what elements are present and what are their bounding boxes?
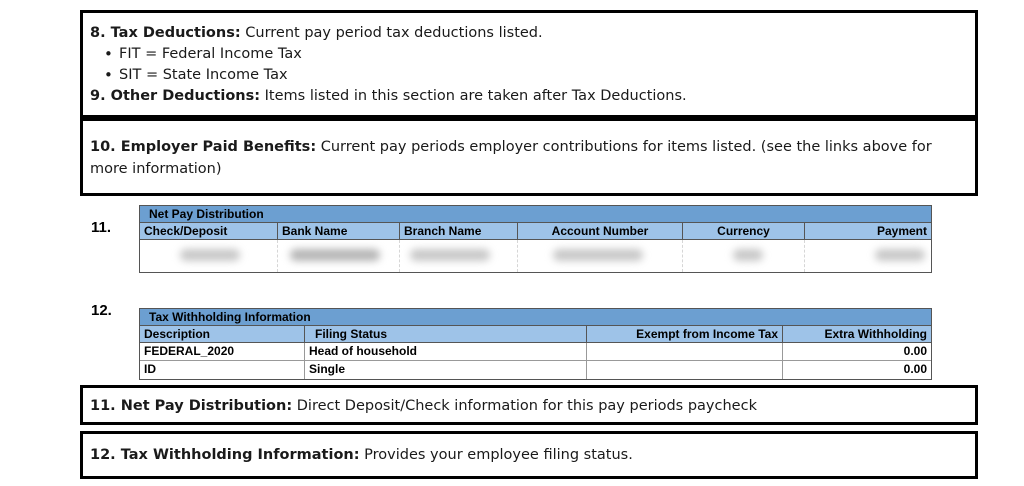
- redacted-cell: [400, 240, 518, 272]
- redacted-cell: [683, 240, 805, 272]
- col-header-account-number: Account Number: [518, 223, 683, 239]
- item-9-text: Items listed in this section are taken after Tax Deductions.: [260, 88, 687, 104]
- marker-11: 11.: [91, 219, 112, 236]
- redacted-cell: [805, 240, 931, 272]
- item-8-line: [90, 23, 965, 44]
- net-pay-explanation-box: [80, 385, 978, 425]
- col-header-filing-status: Filing Status: [305, 326, 587, 342]
- item-12-label: 12. Tax Withholding Information:: [90, 447, 360, 463]
- table-row: [140, 361, 931, 379]
- redacted-cell: [140, 240, 278, 272]
- marker-12: 12.: [91, 302, 112, 319]
- table-title: Tax Withholding Information: [140, 309, 931, 326]
- table-row: [140, 343, 931, 361]
- item-8-label: 8. Tax Deductions:: [90, 25, 241, 41]
- redacted-cell: [518, 240, 683, 272]
- col-header-extra-withholding: Extra Withholding: [824, 327, 927, 341]
- list-item: • SIT = State Income Tax: [104, 65, 965, 86]
- col-header-branch-name: Branch Name: [400, 223, 518, 239]
- col-header-check-deposit: Check/Deposit: [140, 223, 278, 239]
- item-11-label: 11. Net Pay Distribution:: [90, 398, 293, 414]
- net-pay-distribution-table: [139, 205, 932, 273]
- list-item: • FIT = Federal Income Tax: [104, 44, 965, 65]
- table-header-row: [140, 326, 931, 343]
- item-10-label: 10. Employer Paid Benefits:: [90, 139, 317, 155]
- redacted-cell: [278, 240, 400, 272]
- cell-exempt: [587, 361, 783, 379]
- col-header-description: Description: [140, 326, 305, 342]
- cell-description: ID: [140, 361, 305, 379]
- tax-abbreviation-list: [90, 44, 965, 86]
- item-12-text: Provides your employee filing status.: [359, 447, 633, 463]
- item-10-text: Current pay periods employer contributions for items listed. (see the links above for more information): [90, 139, 932, 177]
- cell-extra-withholding: 0.00: [903, 344, 927, 358]
- item-8-text: Current pay period tax deductions listed.: [240, 25, 543, 41]
- col-header-bank-name: Bank Name: [278, 223, 400, 239]
- employer-benefits-box: [80, 118, 978, 196]
- item-9-line: [90, 86, 965, 107]
- table-header-row: [140, 223, 931, 240]
- col-header-currency: Currency: [683, 223, 805, 239]
- item-9-label: 9. Other Deductions:: [90, 88, 261, 104]
- cell-exempt: [587, 343, 783, 360]
- col-header-exempt: Exempt from Income Tax: [587, 326, 783, 342]
- tax-deductions-box: [80, 10, 978, 118]
- cell-filing-status: Single: [305, 361, 587, 379]
- cell-description: FEDERAL_2020: [140, 343, 305, 360]
- cell-extra-withholding: 0.00: [903, 362, 927, 376]
- item-11-text: Direct Deposit/Check information for this pay periods paycheck: [292, 398, 757, 414]
- cell-filing-status: Head of household: [305, 343, 587, 360]
- table-row-redacted: [140, 240, 931, 272]
- col-header-payment: Payment: [876, 224, 927, 238]
- tax-withholding-table: [139, 308, 932, 380]
- table-title: Net Pay Distribution: [140, 206, 931, 223]
- tax-withholding-explanation-box: [80, 431, 978, 479]
